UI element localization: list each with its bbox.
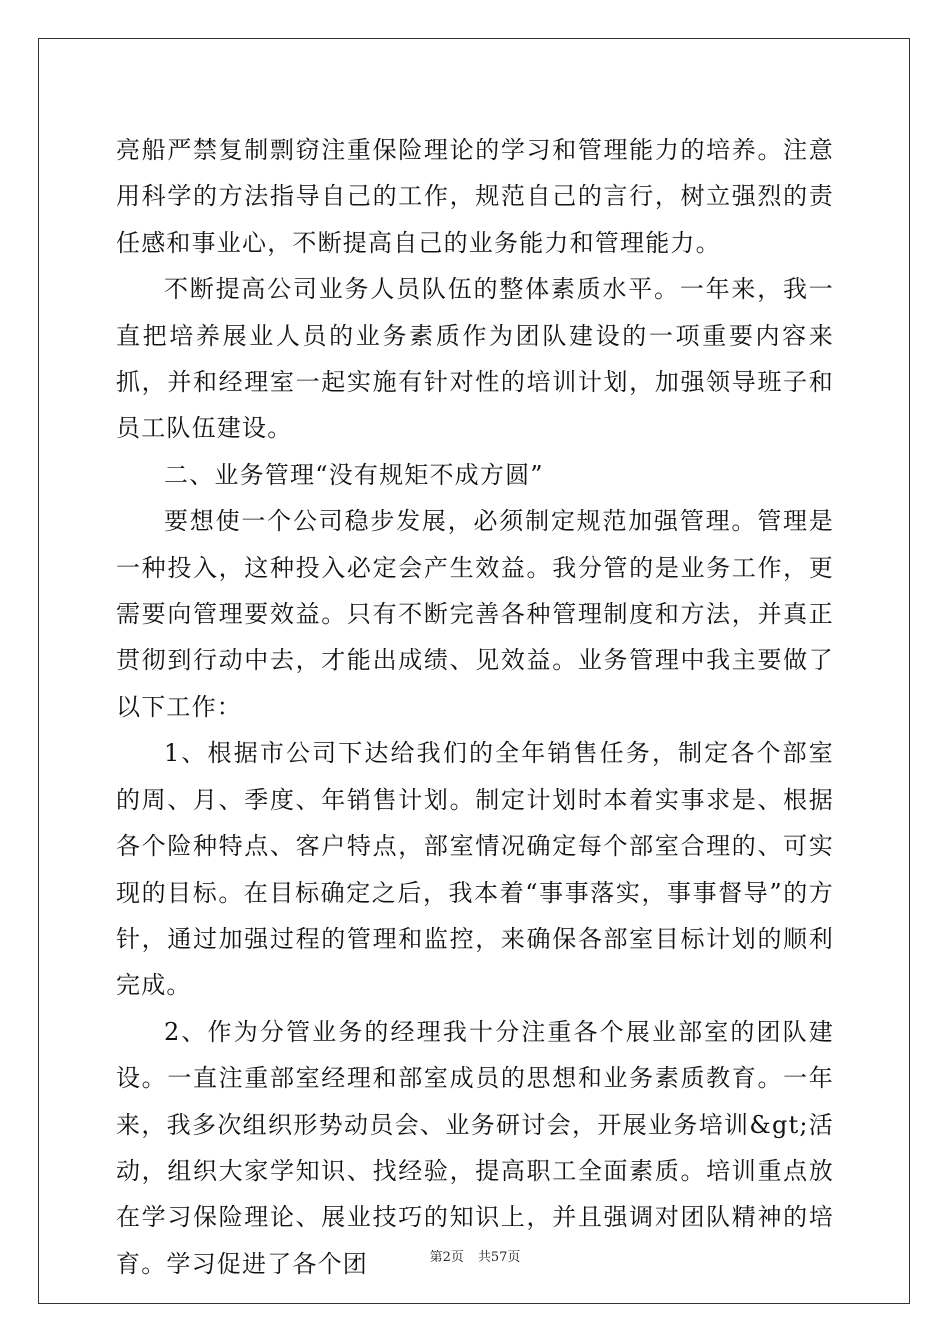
document-body: [116, 127, 834, 1287]
paragraph-1: 亮船严禁复制剽窃注重保险理论的学习和管理能力的培养。注意用科学的方法指导自己的工作，规范自己的言行，树立强烈的责任感和事业心，不断提高自己的业务能力和管理能力。: [116, 136, 834, 257]
section-heading: 二、业务管理“没有规矩不成方圆”: [164, 460, 544, 489]
paragraph-5: 2、作为分管业务的经理我十分注重各个展业部室的团队建设。一直注重部室经理和部室成员的思想和业务素质教育。一年来，我多次组织形势动员会、业务研讨会，开展业务培训&gt;活动，组织大家学知识、找经验，提高职工全面素质。培训重点放在学习保险理论、展业技巧的知识上，并且强调对团队精神的培育。学习促进了各个团: [116, 1017, 834, 1278]
paragraph-2: 不断提高公司业务人员队伍的整体素质水平。一年来，我一直把培养展业人员的业务素质作为团队建设的一项重要内容来抓，并和经理室一起实施有针对性的培训计划，加强领导班子和员工队伍建设。: [116, 275, 834, 443]
paragraph-3: 要想使一个公司稳步发展，必须制定规范加强管理。管理是一种投入，这种投入必定会产生效益。我分管的是业务工作，更需要向管理要效益。只有不断完善各种管理制度和方法，并真正贯彻到行动中去，才能出成绩、见效益。业务管理中我主要做了以下工作：: [116, 507, 834, 721]
paragraph-4: 1、根据市公司下达给我们的全年销售任务，制定各个部室的周、月、季度、年销售计划。制定计划时本着实事求是、根据各个险种特点、客户特点，部室情况确定每个部室合理的、可实现的目标。在目标确定之后，我本着“事事落实，事事督导”的方针，通过加强过程的管理和监控，来确保各部室目标计划的顺利完成。: [116, 739, 834, 1000]
page-footer: [0, 1246, 950, 1265]
total-pages: 共57页: [477, 1250, 521, 1265]
page-number: 第2页: [429, 1250, 464, 1265]
